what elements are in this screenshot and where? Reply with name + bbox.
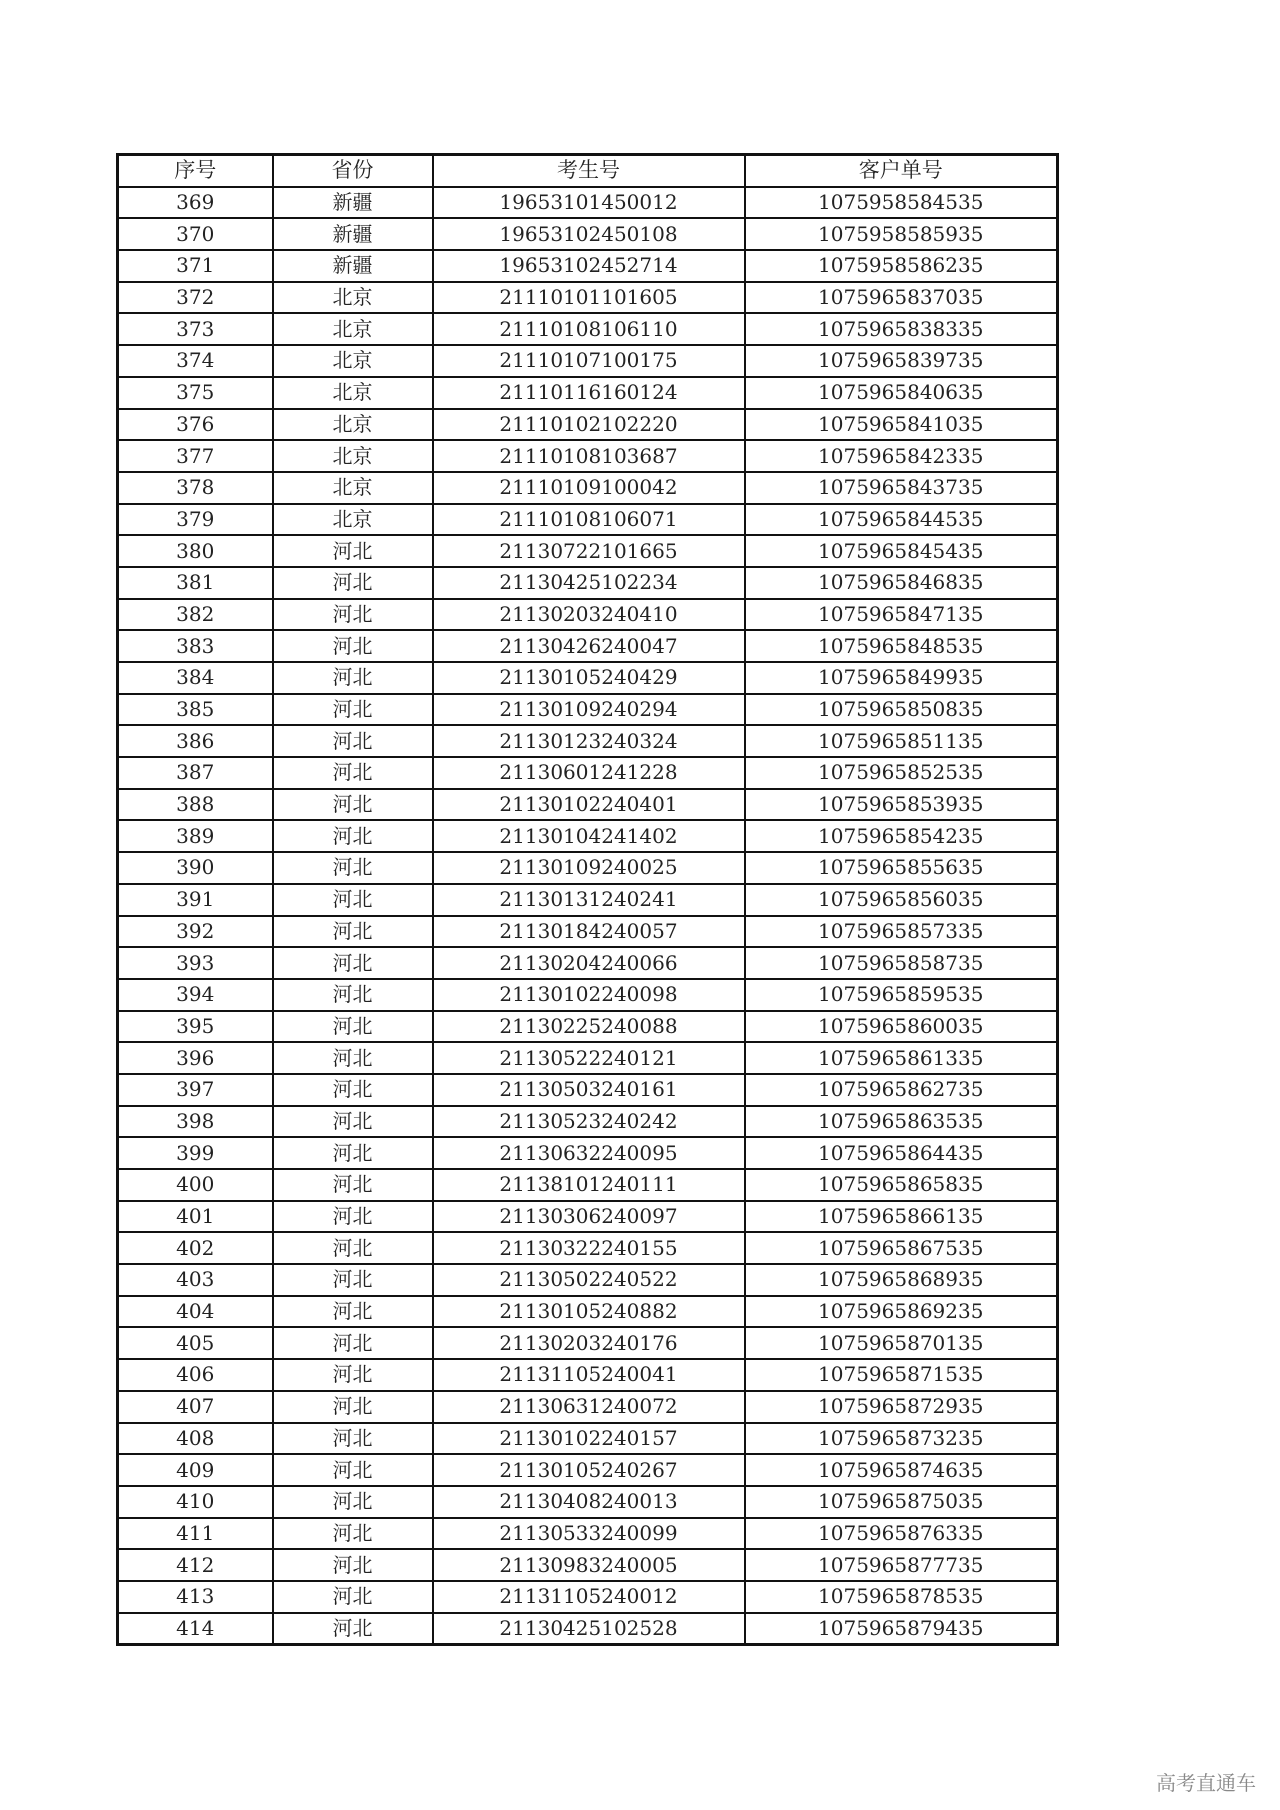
cell-index: 371 <box>118 250 273 282</box>
cell-customer-order: 1075958584535 <box>745 187 1058 219</box>
cell-index: 379 <box>118 504 273 536</box>
cell-index: 388 <box>118 789 273 821</box>
cell-province: 北京 <box>273 440 433 472</box>
cell-province: 河北 <box>273 662 433 694</box>
cell-customer-order: 1075965870135 <box>745 1327 1058 1359</box>
cell-province: 河北 <box>273 820 433 852</box>
cell-customer-order: 1075965859535 <box>745 979 1058 1011</box>
table-row <box>118 662 1058 694</box>
header-customer-order: 客户单号 <box>745 155 1058 187</box>
cell-province: 河北 <box>273 1074 433 1106</box>
cell-index: 394 <box>118 979 273 1011</box>
cell-index: 389 <box>118 820 273 852</box>
table-row <box>118 1264 1058 1296</box>
cell-exam-number: 21138101240111 <box>433 1169 745 1201</box>
cell-province: 河北 <box>273 1359 433 1391</box>
cell-index: 409 <box>118 1454 273 1486</box>
cell-customer-order: 1075965878535 <box>745 1581 1058 1613</box>
cell-province: 河北 <box>273 1518 433 1550</box>
cell-province: 河北 <box>273 694 433 726</box>
table-row <box>118 1391 1058 1423</box>
cell-exam-number: 21130204240066 <box>433 947 745 979</box>
cell-index: 405 <box>118 1327 273 1359</box>
table-row <box>118 345 1058 377</box>
cell-index: 404 <box>118 1296 273 1328</box>
table-row <box>118 694 1058 726</box>
header-row <box>118 155 1058 187</box>
cell-province: 河北 <box>273 630 433 662</box>
cell-exam-number: 19653102452714 <box>433 250 745 282</box>
watermark: 高考直通车 <box>1156 1771 1256 1795</box>
table-row <box>118 1423 1058 1455</box>
cell-province: 河北 <box>273 535 433 567</box>
cell-index: 384 <box>118 662 273 694</box>
cell-index: 411 <box>118 1518 273 1550</box>
cell-province: 河北 <box>273 1296 433 1328</box>
cell-province: 河北 <box>273 884 433 916</box>
cell-index: 397 <box>118 1074 273 1106</box>
cell-exam-number: 21130983240005 <box>433 1549 745 1581</box>
cell-exam-number: 21130203240410 <box>433 599 745 631</box>
cell-index: 402 <box>118 1232 273 1264</box>
cell-index: 385 <box>118 694 273 726</box>
cell-province: 河北 <box>273 1613 433 1645</box>
cell-province: 河北 <box>273 1581 433 1613</box>
cell-exam-number: 21130102240401 <box>433 789 745 821</box>
cell-province: 河北 <box>273 1549 433 1581</box>
cell-exam-number: 21110107100175 <box>433 345 745 377</box>
table-row <box>118 1486 1058 1518</box>
cell-exam-number: 21130109240294 <box>433 694 745 726</box>
cell-exam-number: 21130123240324 <box>433 725 745 757</box>
cell-exam-number: 21130722101665 <box>433 535 745 567</box>
cell-customer-order: 1075965849935 <box>745 662 1058 694</box>
table-row <box>118 1137 1058 1169</box>
cell-exam-number: 21130631240072 <box>433 1391 745 1423</box>
cell-province: 河北 <box>273 1169 433 1201</box>
cell-index: 369 <box>118 187 273 219</box>
cell-customer-order: 1075965869235 <box>745 1296 1058 1328</box>
cell-customer-order: 1075965871535 <box>745 1359 1058 1391</box>
cell-index: 374 <box>118 345 273 377</box>
table-row <box>118 218 1058 250</box>
cell-exam-number: 21110101101605 <box>433 282 745 314</box>
cell-customer-order: 1075965841035 <box>745 409 1058 441</box>
table-row <box>118 1201 1058 1233</box>
cell-province: 河北 <box>273 725 433 757</box>
cell-exam-number: 21130109240025 <box>433 852 745 884</box>
table-row <box>118 1359 1058 1391</box>
table-row <box>118 472 1058 504</box>
cell-province: 新疆 <box>273 218 433 250</box>
table-row <box>118 377 1058 409</box>
cell-province: 河北 <box>273 1201 433 1233</box>
cell-index: 373 <box>118 313 273 345</box>
table-row <box>118 1074 1058 1106</box>
table-row <box>118 1613 1058 1645</box>
cell-exam-number: 21130601241228 <box>433 757 745 789</box>
cell-exam-number: 21130632240095 <box>433 1137 745 1169</box>
header-index: 序号 <box>118 155 273 187</box>
table-row <box>118 1169 1058 1201</box>
cell-customer-order: 1075965852535 <box>745 757 1058 789</box>
cell-province: 河北 <box>273 1264 433 1296</box>
cell-index: 396 <box>118 1042 273 1074</box>
cell-province: 河北 <box>273 789 433 821</box>
cell-customer-order: 1075965858735 <box>745 947 1058 979</box>
table-row <box>118 599 1058 631</box>
cell-customer-order: 1075965875035 <box>745 1486 1058 1518</box>
cell-province: 新疆 <box>273 250 433 282</box>
cell-exam-number: 21130184240057 <box>433 916 745 948</box>
cell-province: 新疆 <box>273 187 433 219</box>
table-row <box>118 884 1058 916</box>
cell-exam-number: 21130203240176 <box>433 1327 745 1359</box>
cell-province: 北京 <box>273 345 433 377</box>
cell-exam-number: 21110109100042 <box>433 472 745 504</box>
cell-customer-order: 1075965863535 <box>745 1106 1058 1138</box>
cell-index: 406 <box>118 1359 273 1391</box>
cell-exam-number: 21130523240242 <box>433 1106 745 1138</box>
cell-index: 412 <box>118 1549 273 1581</box>
cell-exam-number: 21130306240097 <box>433 1201 745 1233</box>
cell-province: 北京 <box>273 409 433 441</box>
cell-province: 河北 <box>273 1106 433 1138</box>
cell-customer-order: 1075965867535 <box>745 1232 1058 1264</box>
cell-customer-order: 1075965842335 <box>745 440 1058 472</box>
table-row <box>118 1581 1058 1613</box>
cell-exam-number: 21110116160124 <box>433 377 745 409</box>
cell-province: 河北 <box>273 757 433 789</box>
cell-province: 河北 <box>273 1454 433 1486</box>
cell-exam-number: 21130105240267 <box>433 1454 745 1486</box>
cell-exam-number: 21130131240241 <box>433 884 745 916</box>
cell-exam-number: 21130533240099 <box>433 1518 745 1550</box>
cell-customer-order: 1075965839735 <box>745 345 1058 377</box>
cell-exam-number: 21130408240013 <box>433 1486 745 1518</box>
cell-province: 北京 <box>273 282 433 314</box>
cell-exam-number: 21130425102234 <box>433 567 745 599</box>
cell-exam-number: 21130105240882 <box>433 1296 745 1328</box>
cell-exam-number: 21130426240047 <box>433 630 745 662</box>
header-province: 省份 <box>273 155 433 187</box>
table-row <box>118 1042 1058 1074</box>
candidate-table <box>116 153 1059 1646</box>
cell-province: 河北 <box>273 599 433 631</box>
cell-index: 391 <box>118 884 273 916</box>
cell-exam-number: 21131105240041 <box>433 1359 745 1391</box>
cell-index: 375 <box>118 377 273 409</box>
cell-province: 河北 <box>273 979 433 1011</box>
cell-customer-order: 1075965843735 <box>745 472 1058 504</box>
cell-province: 河北 <box>273 916 433 948</box>
table-body <box>118 187 1058 1645</box>
cell-customer-order: 1075965862735 <box>745 1074 1058 1106</box>
cell-province: 河北 <box>273 852 433 884</box>
table-row <box>118 1549 1058 1581</box>
table-row <box>118 504 1058 536</box>
cell-index: 399 <box>118 1137 273 1169</box>
table-row <box>118 282 1058 314</box>
table-row <box>118 852 1058 884</box>
table-row <box>118 820 1058 852</box>
header-exam-number: 考生号 <box>433 155 745 187</box>
cell-index: 392 <box>118 916 273 948</box>
table-row <box>118 1454 1058 1486</box>
cell-index: 407 <box>118 1391 273 1423</box>
cell-exam-number: 21110108106071 <box>433 504 745 536</box>
cell-index: 383 <box>118 630 273 662</box>
cell-index: 410 <box>118 1486 273 1518</box>
cell-customer-order: 1075965840635 <box>745 377 1058 409</box>
cell-province: 河北 <box>273 1327 433 1359</box>
cell-customer-order: 1075965879435 <box>745 1613 1058 1645</box>
table-row <box>118 440 1058 472</box>
table-row <box>118 1327 1058 1359</box>
cell-customer-order: 1075965873235 <box>745 1423 1058 1455</box>
table-row <box>118 789 1058 821</box>
cell-index: 413 <box>118 1581 273 1613</box>
cell-index: 390 <box>118 852 273 884</box>
cell-customer-order: 1075965846835 <box>745 567 1058 599</box>
cell-index: 377 <box>118 440 273 472</box>
cell-exam-number: 21130503240161 <box>433 1074 745 1106</box>
cell-customer-order: 1075965864435 <box>745 1137 1058 1169</box>
table-row <box>118 1011 1058 1043</box>
cell-index: 381 <box>118 567 273 599</box>
cell-exam-number: 21130102240098 <box>433 979 745 1011</box>
cell-index: 401 <box>118 1201 273 1233</box>
cell-index: 382 <box>118 599 273 631</box>
cell-index: 400 <box>118 1169 273 1201</box>
table-row <box>118 1518 1058 1550</box>
cell-province: 河北 <box>273 1137 433 1169</box>
cell-customer-order: 1075958586235 <box>745 250 1058 282</box>
cell-customer-order: 1075965854235 <box>745 820 1058 852</box>
cell-exam-number: 21110108103687 <box>433 440 745 472</box>
cell-province: 北京 <box>273 377 433 409</box>
cell-customer-order: 1075965874635 <box>745 1454 1058 1486</box>
cell-index: 376 <box>118 409 273 441</box>
cell-customer-order: 1075965850835 <box>745 694 1058 726</box>
cell-customer-order: 1075965845435 <box>745 535 1058 567</box>
cell-exam-number: 21130102240157 <box>433 1423 745 1455</box>
table-row <box>118 250 1058 282</box>
cell-index: 378 <box>118 472 273 504</box>
cell-exam-number: 19653101450012 <box>433 187 745 219</box>
cell-index: 398 <box>118 1106 273 1138</box>
cell-province: 河北 <box>273 1391 433 1423</box>
cell-customer-order: 1075965877735 <box>745 1549 1058 1581</box>
cell-index: 372 <box>118 282 273 314</box>
cell-customer-order: 1075965857335 <box>745 916 1058 948</box>
cell-exam-number: 21110108106110 <box>433 313 745 345</box>
cell-exam-number: 21130104241402 <box>433 820 745 852</box>
table-row <box>118 725 1058 757</box>
cell-customer-order: 1075965876335 <box>745 1518 1058 1550</box>
table-row <box>118 947 1058 979</box>
cell-customer-order: 1075958585935 <box>745 218 1058 250</box>
cell-customer-order: 1075965860035 <box>745 1011 1058 1043</box>
cell-customer-order: 1075965851135 <box>745 725 1058 757</box>
cell-customer-order: 1075965866135 <box>745 1201 1058 1233</box>
cell-exam-number: 21130502240522 <box>433 1264 745 1296</box>
table-row <box>118 567 1058 599</box>
cell-customer-order: 1075965837035 <box>745 282 1058 314</box>
cell-exam-number: 21130105240429 <box>433 662 745 694</box>
cell-customer-order: 1075965872935 <box>745 1391 1058 1423</box>
cell-index: 414 <box>118 1613 273 1645</box>
cell-customer-order: 1075965848535 <box>745 630 1058 662</box>
cell-customer-order: 1075965865835 <box>745 1169 1058 1201</box>
cell-customer-order: 1075965861335 <box>745 1042 1058 1074</box>
cell-customer-order: 1075965844535 <box>745 504 1058 536</box>
table-row <box>118 313 1058 345</box>
table-row <box>118 187 1058 219</box>
cell-province: 北京 <box>273 313 433 345</box>
cell-index: 387 <box>118 757 273 789</box>
cell-province: 河北 <box>273 567 433 599</box>
cell-province: 河北 <box>273 1011 433 1043</box>
table-row <box>118 757 1058 789</box>
cell-customer-order: 1075965868935 <box>745 1264 1058 1296</box>
cell-province: 河北 <box>273 1232 433 1264</box>
cell-province: 北京 <box>273 504 433 536</box>
cell-province: 河北 <box>273 947 433 979</box>
cell-customer-order: 1075965853935 <box>745 789 1058 821</box>
table-row <box>118 1232 1058 1264</box>
cell-index: 403 <box>118 1264 273 1296</box>
cell-index: 370 <box>118 218 273 250</box>
cell-index: 393 <box>118 947 273 979</box>
cell-exam-number: 21130322240155 <box>433 1232 745 1264</box>
cell-index: 408 <box>118 1423 273 1455</box>
cell-customer-order: 1075965856035 <box>745 884 1058 916</box>
cell-exam-number: 21131105240012 <box>433 1581 745 1613</box>
cell-index: 386 <box>118 725 273 757</box>
table-row <box>118 630 1058 662</box>
cell-exam-number: 21110102102220 <box>433 409 745 441</box>
cell-province: 河北 <box>273 1486 433 1518</box>
table-row <box>118 1106 1058 1138</box>
table-row <box>118 916 1058 948</box>
cell-customer-order: 1075965855635 <box>745 852 1058 884</box>
cell-province: 河北 <box>273 1042 433 1074</box>
cell-exam-number: 21130225240088 <box>433 1011 745 1043</box>
cell-province: 河北 <box>273 1423 433 1455</box>
table-row <box>118 979 1058 1011</box>
cell-exam-number: 21130522240121 <box>433 1042 745 1074</box>
cell-exam-number: 21130425102528 <box>433 1613 745 1645</box>
cell-exam-number: 19653102450108 <box>433 218 745 250</box>
cell-customer-order: 1075965847135 <box>745 599 1058 631</box>
cell-customer-order: 1075965838335 <box>745 313 1058 345</box>
table-row <box>118 1296 1058 1328</box>
cell-index: 380 <box>118 535 273 567</box>
cell-index: 395 <box>118 1011 273 1043</box>
cell-province: 北京 <box>273 472 433 504</box>
table-row <box>118 535 1058 567</box>
table-row <box>118 409 1058 441</box>
